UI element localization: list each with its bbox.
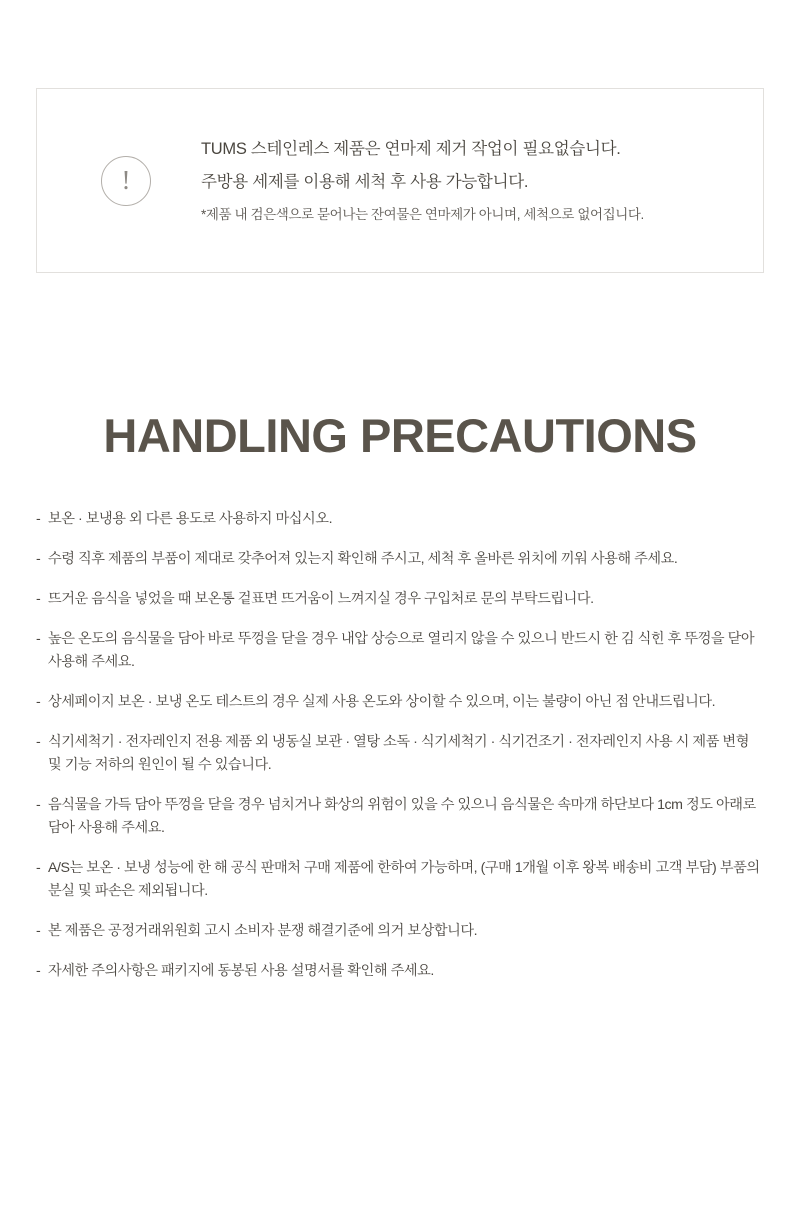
list-item-text: 자세한 주의사항은 패키지에 동봉된 사용 설명서를 확인해 주세요.	[48, 963, 434, 979]
bullet-dash: -	[36, 860, 41, 876]
list-item-text: 수령 직후 제품의 부품이 제대로 갖추어져 있는지 확인해 주시고, 세척 후 올바른 위치에 끼워 사용해 주세요.	[48, 551, 678, 567]
list-item	[36, 628, 764, 674]
bullet-dash: -	[36, 797, 41, 813]
exclamation-glyph: !	[121, 165, 131, 195]
notice-box	[36, 88, 764, 273]
list-item-text: 보온 · 보냉용 외 다른 용도로 사용하지 마십시오.	[48, 511, 333, 527]
page-title: HANDLING PRECAUTIONS	[103, 409, 697, 462]
list-item	[36, 691, 764, 714]
list-item-text: A/S는 보온 · 보냉 성능에 한 해 공식 판매처 구매 제품에 한하여 가능하며, (구매 1개월 이후 왕복 배송비 고객 부담) 부품의 분실 및 파손은 제외됩니다.	[48, 860, 760, 899]
exclamation-icon	[101, 156, 151, 206]
list-item-text: 식기세척기 · 전자레인지 전용 제품 외 냉동실 보관 · 열탕 소독 · 식기세척기 · 식기건조기 · 전자레인지 사용 시 제품 변형 및 기능 저하의 원인이 될 수 있습니다.	[48, 734, 749, 773]
bullet-dash: -	[36, 551, 41, 567]
notice-line-1: TUMS 스테인레스 제품은 연마제 제거 작업이 필요없습니다.	[201, 139, 621, 158]
notice-line-2: 주방용 세제를 이용해 세척 후 사용 가능합니다.	[201, 172, 529, 191]
precautions-list	[36, 508, 764, 1000]
list-item-text: 본 제품은 공정거래위원회 고시 소비자 분쟁 해결기준에 의거 보상합니다.	[48, 923, 478, 939]
list-item	[36, 548, 764, 571]
list-item	[36, 960, 764, 983]
bullet-dash: -	[36, 734, 41, 750]
list-item	[36, 731, 764, 777]
list-item	[36, 857, 764, 903]
list-item-text: 음식물을 가득 담아 뚜껑을 닫을 경우 넘치거나 화상의 위험이 있을 수 있으니 음식물은 속마개 하단보다 1cm 정도 아래로 담아 사용해 주세요.	[48, 797, 756, 836]
bullet-dash: -	[36, 923, 41, 939]
bullet-dash: -	[36, 591, 41, 607]
list-item	[36, 508, 764, 531]
list-item-text: 상세페이지 보온 · 보냉 온도 테스트의 경우 실제 사용 온도와 상이할 수 있으며, 이는 불량이 아닌 점 안내드립니다.	[48, 694, 716, 710]
bullet-dash: -	[36, 963, 41, 979]
bullet-dash: -	[36, 511, 41, 527]
list-item	[36, 794, 764, 840]
list-item-text: 뜨거운 음식을 넣었을 때 보온통 겉표면 뜨거움이 느껴지실 경우 구입처로 문의 부탁드립니다.	[48, 591, 594, 607]
bullet-dash: -	[36, 631, 41, 647]
bullet-dash: -	[36, 694, 41, 710]
notice-text-block	[201, 140, 749, 221]
list-item-text: 높은 온도의 음식물을 담아 바로 뚜껑을 닫을 경우 내압 상승으로 열리지 않을 수 있으니 반드시 한 김 식힌 후 뚜껑을 닫아 사용해 주세요.	[48, 631, 755, 670]
list-item	[36, 920, 764, 943]
list-item	[36, 588, 764, 611]
notice-footnote: *제품 내 검은색으로 묻어나는 잔여물은 연마제가 아니며, 세척으로 없어집니다.	[201, 206, 644, 222]
